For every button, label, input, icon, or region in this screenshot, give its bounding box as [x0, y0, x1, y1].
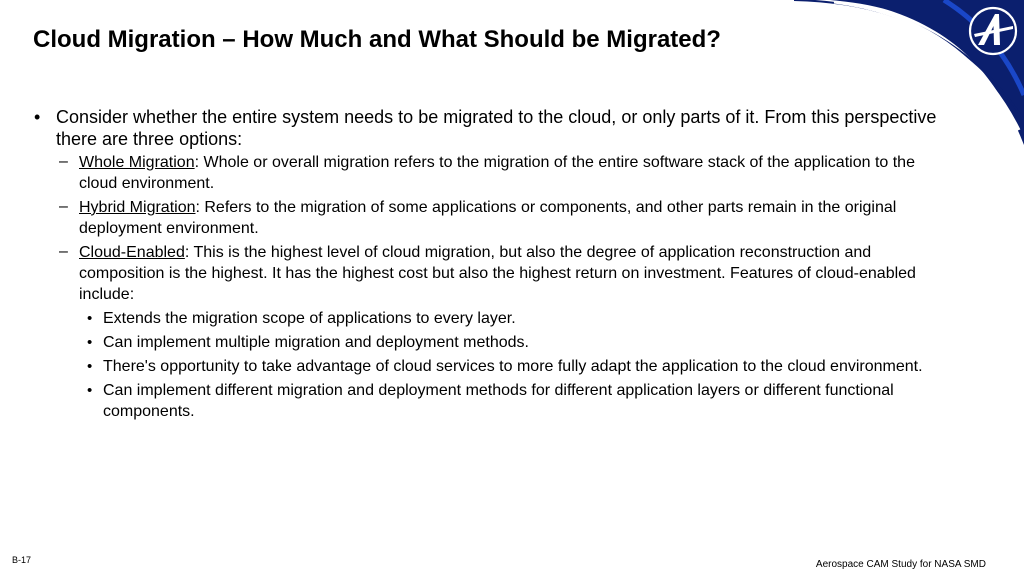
- feature-item: [34, 356, 954, 377]
- dash-marker: –: [59, 153, 68, 170]
- option-term: Hybrid Migration: [79, 199, 196, 216]
- feature-item: [34, 308, 954, 329]
- main-bullet-text: Consider whether the entire system needs to be migrated to the cloud, or only parts of it. From this perspective there are three options:: [56, 107, 937, 149]
- option-description: : Refers to the migration of some applications or components, and other parts remain in the original deployment environment.: [79, 199, 897, 237]
- feature-text: Can implement multiple migration and deployment methods.: [103, 334, 529, 351]
- option-term: Whole Migration: [79, 154, 195, 171]
- feature-item: [34, 332, 954, 353]
- aerospace-logo-icon: [970, 8, 1016, 54]
- feature-text: Extends the migration scope of applications to every layer.: [103, 310, 516, 327]
- option-hybrid-migration: [34, 197, 954, 239]
- feature-text: There's opportunity to take advantage of cloud services to more fully adapt the application to the cloud environment.: [103, 358, 923, 375]
- bullet-marker: •: [87, 334, 93, 351]
- dash-marker: –: [59, 243, 68, 260]
- bullet-marker: •: [87, 382, 93, 399]
- feature-item: [34, 380, 954, 422]
- option-description: : Whole or overall migration refers to the migration of the entire software stack of the application to the cloud environment.: [79, 154, 915, 192]
- option-whole-migration: [34, 152, 954, 194]
- slide-title: Cloud Migration – How Much and What Should be Migrated?: [33, 26, 721, 53]
- slide-body: [34, 106, 954, 425]
- bullet-marker: •: [34, 107, 41, 127]
- feature-text: Can implement different migration and deployment methods for different application layers or different functional components.: [103, 382, 894, 420]
- option-term: Cloud-Enabled: [79, 244, 185, 261]
- footer-note: Aerospace CAM Study for NASA SMD: [815, 559, 986, 570]
- bullet-marker: •: [87, 310, 93, 327]
- bullet-marker: •: [87, 358, 93, 375]
- page-number: B-17: [12, 555, 32, 565]
- dash-marker: –: [59, 198, 68, 215]
- main-bullet: [34, 106, 954, 150]
- option-description: : This is the highest level of cloud migration, but also the degree of application reconstruction and composition is the highest. It has the highest cost but also the highest return on investment. Features of cloud-enabled include:: [79, 244, 916, 303]
- option-cloud-enabled: [34, 242, 954, 305]
